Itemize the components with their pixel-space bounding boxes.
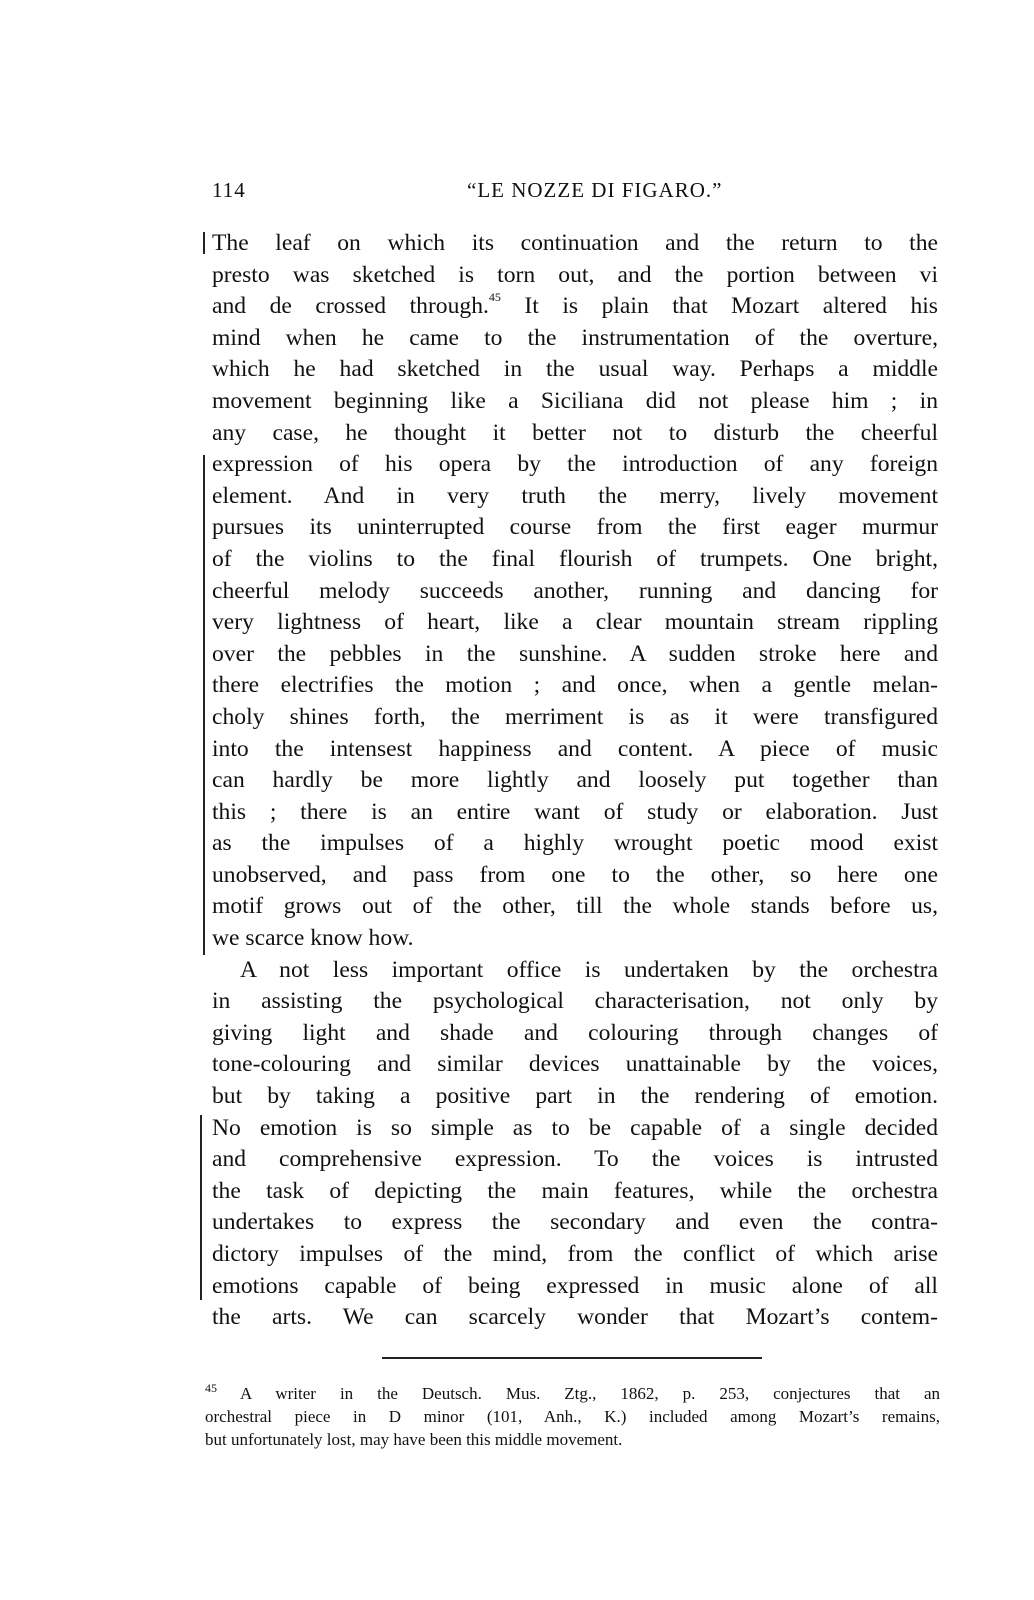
running-title: “LE NOZZE DI FIGARO.” [467,178,723,202]
margin-mark [200,1115,202,1300]
paragraph-2 [212,955,938,1334]
text-line: No emotion is so simple as to be capable of a single decided [212,1114,938,1141]
text-line: over the pebbles in the sunshine. A sudden stroke here and [212,640,938,667]
text-line: very lightness of heart, like a clear mountain stream rippling [212,609,938,636]
text-line: giving light and shade and colouring through changes of [212,1019,938,1046]
text-line: element. And in very truth the merry, lively movement [212,482,938,509]
text-line: cheerful melody succeeds another, running and dancing for [212,577,938,604]
text-line-with-footnote-ref [212,291,938,323]
text-line: A not less important office is undertaken by the orchestra [240,956,938,983]
text-line: there electrifies the motion ; and once, when a gentle melan- [212,672,938,699]
text-line: and comprehensive expression. To the voices is intrusted [212,1146,938,1173]
footnote-line: orchestral piece in D minor (101, Anh., K.) included among Mozart’s remains, [205,1407,940,1426]
text-line: presto was sketched is torn out, and the portion between vi [212,261,938,288]
text-line: The leaf on which its continuation and the return to the [212,230,938,256]
text-line: can hardly be more lightly and loosely put together than [212,767,938,794]
text-line: movement beginning like a Siciliana did not please him ; in [212,387,938,414]
text-line: dictory impulses of the mind, from the conflict of which arise [212,1241,938,1267]
footnote-divider [382,1357,762,1359]
margin-mark [203,455,205,955]
text-line: but by taking a positive part in the rendering of emotion. [212,1083,938,1110]
text-line-end: It is plain that Mozart altered his [524,293,938,320]
footnote-reference: 45 [488,290,501,305]
footnote [205,1382,940,1451]
text-line: motif grows out of the other, till the whole stands before us, [212,893,938,920]
text-line: any case, he thought it better not to disturb the cheerful [212,419,938,446]
text-line: expression of his opera by the introduction of any foreign [212,451,938,478]
text-line: emotions capable of being expressed in music alone of all [212,1272,938,1299]
text-line: tone-colouring and similar devices unattainable by the voices, [212,1051,938,1078]
text-line-start: and de crossed through. [212,293,489,320]
paragraph-1 [212,228,938,955]
text-line: in assisting the psychological characterisation, not only by [212,988,938,1015]
footnote-line [205,1382,940,1405]
text-line: unobserved, and pass from one to the other, so here one [212,861,938,888]
page-number: 114 [212,178,246,202]
text-line: the task of depicting the main features, while the orchestra [212,1177,938,1204]
text-line: this ; there is an entire want of study or elaboration. Just [212,798,938,825]
footnote-line: but unfortunately lost, may have been this middle movement. [205,1430,623,1449]
text-line: the arts. We can scarcely wonder that Mozart’s contem- [212,1304,938,1331]
text-line: into the intensest happiness and content. A piece of music [212,735,938,762]
margin-mark [203,232,205,254]
page-header [212,178,942,214]
text-line: pursues its uninterrupted course from the first eager murmur [212,514,938,541]
body-text [212,228,938,1334]
footnote-line-text: A writer in the Deutsch. Mus. Ztg., 1862, p. 253, conjectures that an [240,1384,940,1403]
footnote-marker: 45 [205,1381,217,1395]
text-line: undertakes to express the secondary and even the contra- [212,1209,938,1236]
text-line: as the impulses of a highly wrought poetic mood exist [212,830,938,857]
text-line: mind when he came to the instrumentation of the overture, [212,324,938,351]
text-line: which he had sketched in the usual way. Perhaps a middle [212,356,938,383]
text-line: choly shines forth, the merriment is as it were transfigured [212,703,938,730]
text-line: of the violins to the final flourish of trumpets. One bright, [212,545,938,572]
text-line: we scarce know how. [212,925,414,952]
